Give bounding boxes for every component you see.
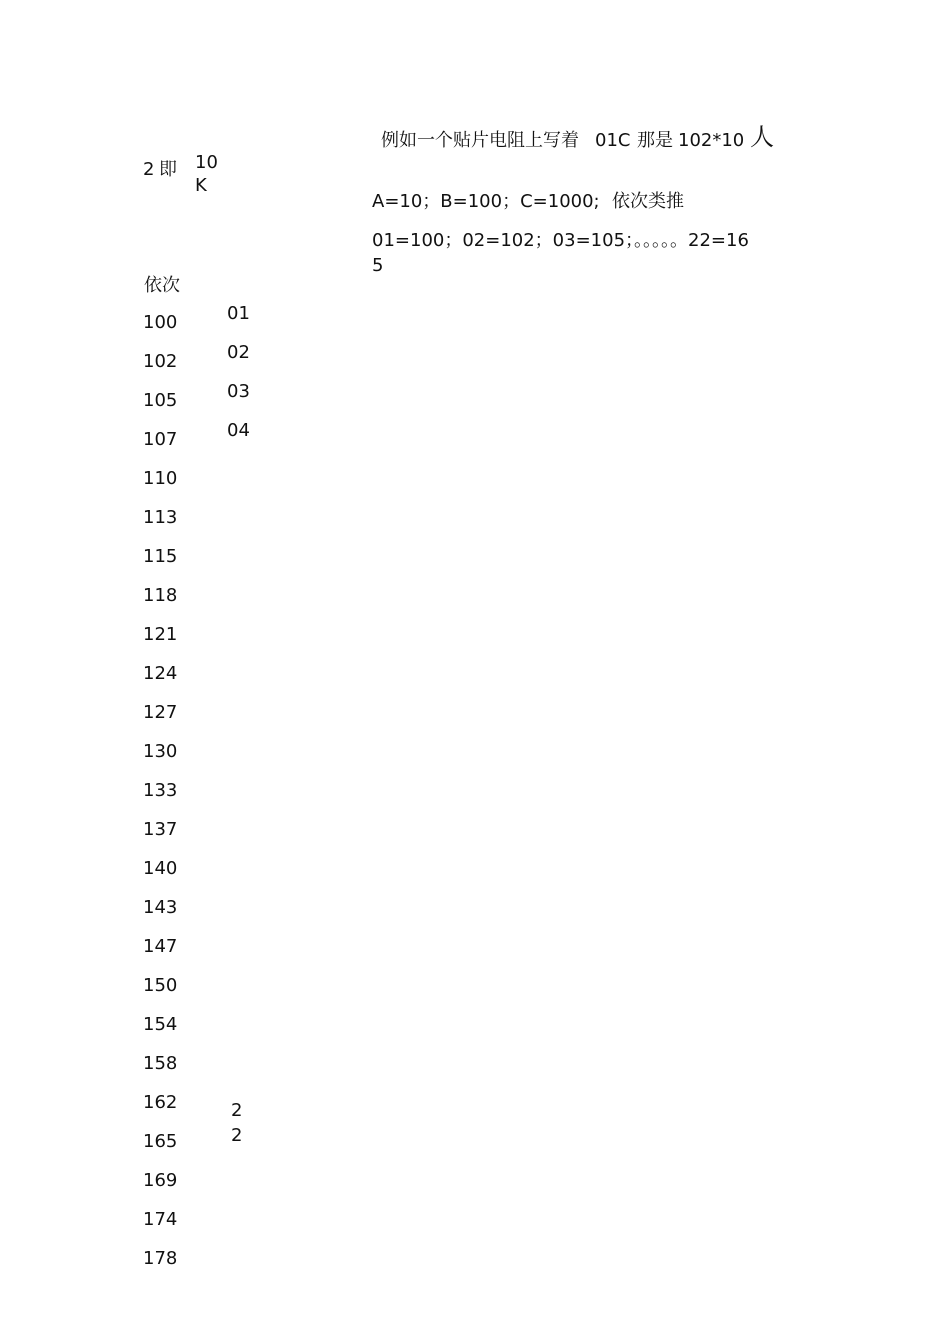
value-item: 178 — [143, 1248, 178, 1269]
value-item: 121 — [143, 624, 178, 645]
value-item: 143 — [143, 897, 178, 918]
value-item: 140 — [143, 858, 178, 879]
left-word: 即 — [159, 159, 177, 180]
value-item: 174 — [143, 1209, 178, 1230]
example-code: 01C — [595, 130, 631, 151]
value-item: 158 — [143, 1053, 178, 1074]
value-item: 154 — [143, 1014, 178, 1035]
code-rule-wrap: 5 — [372, 255, 384, 276]
value-item: 150 — [143, 975, 178, 996]
value-item: 169 — [143, 1170, 178, 1191]
value-item: 107 — [143, 429, 178, 450]
left-number: 2 — [143, 159, 155, 180]
code-item: 02 — [227, 342, 250, 363]
values-header: 依次 — [144, 275, 180, 296]
code-22-top: 2 — [231, 1100, 243, 1121]
ten-bottom: K — [195, 175, 207, 196]
example-tail: 人 — [750, 123, 774, 151]
letter-rule-tail: 依次类推 — [612, 191, 684, 212]
example-value: 102*10 — [678, 130, 745, 151]
example-mid: 那是 — [637, 130, 673, 151]
value-item: 118 — [143, 585, 178, 606]
code-item: 04 — [227, 420, 250, 441]
value-item: 124 — [143, 663, 178, 684]
value-item: 105 — [143, 390, 178, 411]
letter-rule: A=10；B=100；C=1000; — [372, 191, 600, 212]
code-item: 03 — [227, 381, 250, 402]
value-item: 162 — [143, 1092, 178, 1113]
example-prefix: 例如一个贴片电阻上写着 — [381, 130, 579, 151]
value-item: 133 — [143, 780, 178, 801]
value-item: 100 — [143, 312, 178, 333]
value-item: 165 — [143, 1131, 178, 1152]
value-item: 115 — [143, 546, 178, 567]
value-item: 102 — [143, 351, 178, 372]
value-item: 113 — [143, 507, 178, 528]
code-rule: 01=100；02=102；03=105；。。。。。22=16 — [372, 230, 749, 251]
ten-top: 10 — [195, 152, 218, 173]
value-item: 127 — [143, 702, 178, 723]
code-22-bottom: 2 — [231, 1125, 243, 1146]
value-item: 137 — [143, 819, 178, 840]
value-item: 110 — [143, 468, 178, 489]
value-item: 130 — [143, 741, 178, 762]
code-item: 01 — [227, 303, 250, 324]
value-item: 147 — [143, 936, 178, 957]
